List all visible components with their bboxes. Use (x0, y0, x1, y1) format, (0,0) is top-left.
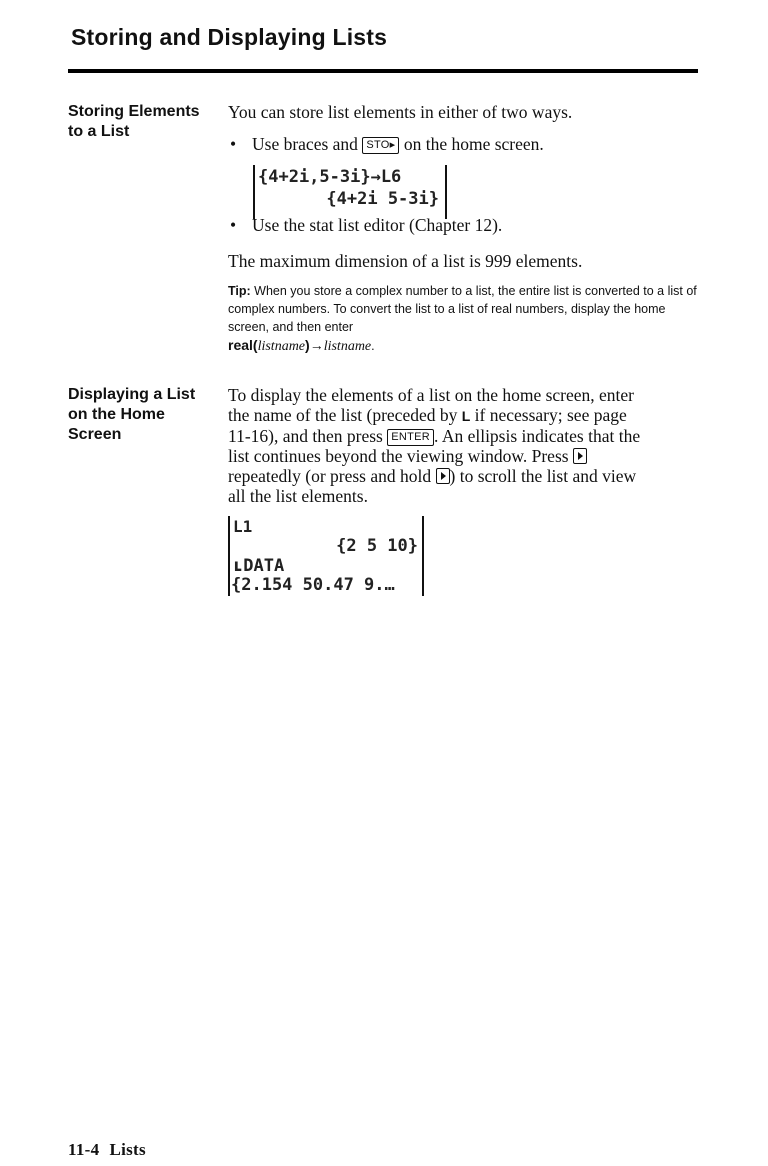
para-line (228, 466, 698, 486)
para-line (228, 405, 698, 426)
heading-line: on the Home (68, 406, 165, 423)
screen-line: {4+2i,5-3i}→L6 (258, 167, 402, 187)
screen-line: {4+2i 5-3i} (326, 189, 439, 209)
calculator-screen-display (228, 516, 424, 596)
intro-text: You can store list elements in either of two ways. (228, 102, 573, 122)
tip-arg: listname (323, 339, 372, 354)
tip-command: real( (228, 337, 258, 353)
screen-line: {2.154 50.47 9.… (231, 575, 395, 595)
para-line: all the list elements. (228, 486, 368, 506)
bullet-braces (230, 134, 544, 154)
calculator-screen-store (253, 165, 447, 219)
bullet-text: Use the stat list editor (Chapter 12). (252, 215, 503, 235)
sto-key: STO▸ (362, 137, 399, 154)
section-heading-displaying (68, 385, 218, 445)
para-text: list continues beyond the viewing window. Press (228, 446, 569, 466)
bullet-stat-editor (230, 215, 502, 235)
bullet-dot: • (230, 134, 237, 154)
section-heading-storing (68, 102, 218, 142)
para-text: if necessary; see page (474, 405, 627, 425)
page-title: Storing and Displaying Lists (71, 24, 388, 50)
para-text: ) to scroll the list and view (449, 466, 637, 486)
heading-line: Storing Elements (68, 103, 200, 120)
page-footer (68, 1140, 146, 1160)
display-paragraph (228, 385, 698, 506)
bullet-dot: • (230, 215, 237, 235)
right-arrow-key-icon (573, 448, 587, 464)
para-line (228, 426, 698, 446)
screen-line: ʟDATA (233, 556, 285, 576)
para-text: . An ellipsis indicates that the (434, 426, 641, 446)
heading-line: Screen (68, 426, 122, 443)
screen-line: {2 5 10} (336, 536, 418, 556)
para-line (228, 446, 698, 466)
page-number: 11-4 (68, 1140, 100, 1159)
enter-key: ENTER (387, 429, 434, 446)
max-dimension-text: The maximum dimension of a list is 999 elements. (228, 251, 583, 271)
para-text: 11-16), and then press (228, 426, 383, 446)
title-rule (68, 69, 698, 73)
tip-end: . (371, 339, 375, 353)
para-line: To display the elements of a list on the home screen, enter (228, 385, 635, 405)
bullet-text: Use braces and (252, 134, 358, 154)
para-text: repeatedly (or press and hold (228, 466, 432, 486)
chapter-name: Lists (109, 1140, 146, 1159)
bullet-text: on the home screen. (403, 134, 544, 154)
heading-line: Displaying a List (68, 386, 196, 403)
heading-line: to a List (68, 123, 130, 140)
tip-store-arrow: )→ (305, 337, 324, 353)
list-prefix-symbol: L (461, 408, 471, 424)
para-text: the name of the list (preceded by (228, 405, 458, 425)
right-arrow-key-icon (436, 468, 450, 484)
tip-arg: listname (257, 339, 306, 354)
screen-line: L1 (233, 517, 253, 536)
tip-note (228, 282, 698, 356)
tip-label: Tip: (228, 284, 251, 298)
tip-text: When you store a complex number to a list, the entire list is converted to a list of complex numbers. To convert the list to a list of real numbers, display the home screen, and then enter (228, 284, 697, 334)
